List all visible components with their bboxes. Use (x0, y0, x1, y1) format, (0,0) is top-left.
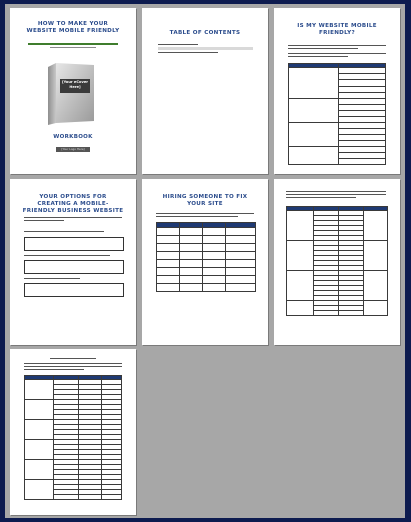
hiring-title: HIRING SOMEONE TO FIX YOUR SITE (162, 194, 248, 207)
cover-title: HOW TO MAKE YOUR WEBSITE MOBILE FRIENDLY (26, 21, 120, 34)
table7-intro-line-3 (24, 369, 84, 370)
mobile-check-text-2 (288, 48, 358, 49)
options-answer-box-2[interactable] (24, 260, 124, 274)
options-q2-label (24, 255, 110, 256)
options-q3-label (24, 278, 80, 279)
mobile-check-text-1 (288, 45, 386, 46)
cover-workbook-label: WORKBOOK (53, 134, 93, 140)
mobile-check-text-3 (288, 53, 386, 54)
hiring-table (156, 222, 256, 292)
options-answer-box-1[interactable] (24, 237, 124, 251)
options-intro-line-2 (24, 220, 64, 221)
page-thumbnail-toc[interactable] (142, 8, 268, 174)
page-thumbnail-mobile-check[interactable] (274, 8, 400, 174)
table6-grid (286, 206, 388, 316)
cover-subtitle-line (28, 43, 118, 45)
page-thumbnail-hiring[interactable] (142, 179, 268, 345)
options-intro-line-1 (24, 217, 122, 218)
table6-intro-line-1 (286, 191, 386, 192)
hiring-intro-line-2 (156, 216, 238, 217)
cover-subtitle-line-2 (50, 47, 96, 48)
options-answer-box-3[interactable] (24, 283, 124, 297)
toc-entry-3 (158, 52, 218, 53)
toc-title: TABLE OF CONTENTS (169, 30, 241, 36)
table6-intro-line-3 (286, 197, 356, 198)
page-thumbnail-options[interactable] (10, 179, 136, 345)
table7-intro-line-1 (24, 363, 122, 364)
table6-intro-line-2 (286, 194, 386, 195)
page-thumbnail-table-7[interactable] (10, 349, 136, 515)
table7-heading (50, 358, 96, 359)
hiring-intro-line-1 (156, 213, 254, 214)
page-thumbnail-table-6[interactable] (274, 179, 400, 345)
table7-intro-line-2 (24, 366, 122, 367)
toc-entry-2 (158, 47, 253, 50)
mobile-check-title: IS MY WEBSITE MOBILE FRIENDLY? (297, 23, 377, 36)
options-title: YOUR OPTIONS FOR CREATING A MOBILE-FRIENDLY BUSINESS WEBSITE (22, 194, 124, 214)
cover-name-bar: [Your Logo Here] (56, 147, 90, 152)
ebook-cover-image (42, 61, 106, 127)
mobile-check-table (288, 63, 386, 165)
ebook-cover-label: [Your eCover Here] (61, 80, 89, 89)
table7-grid (24, 375, 122, 500)
page-grid (5, 4, 405, 518)
options-q1-label (24, 231, 104, 232)
toc-entry-1 (158, 44, 198, 45)
page-thumbnail-cover[interactable] (10, 8, 136, 174)
mobile-check-text-4 (288, 56, 348, 57)
